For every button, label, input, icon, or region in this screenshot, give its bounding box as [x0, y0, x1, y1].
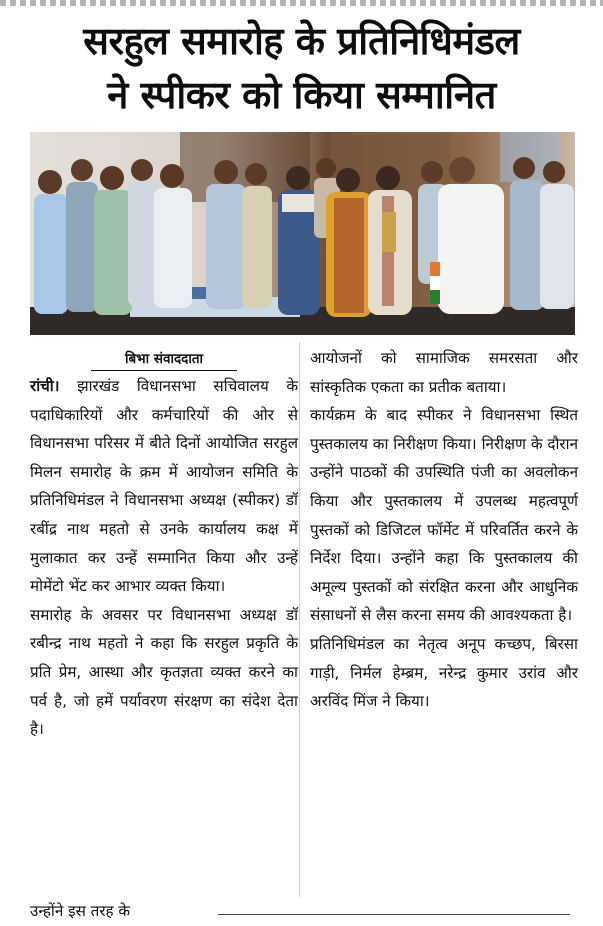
- flag-stand: [430, 262, 440, 304]
- paragraph-5: प्रतिनिधिमंडल का नेतृत्व अनूप कच्छप, बिरसा गाड़ी, निर्मल हेम्ब्रम, नरेन्द्र कुमार उरांव और अरविंद मिंज ने किया।: [310, 634, 578, 711]
- headline-line-1: सरहुल समारोह के प्रतिनिधिमंडल: [83, 19, 520, 63]
- byline: बिभा संवाददाता: [91, 348, 237, 371]
- headline: [10, 14, 593, 122]
- momento-plaque: [382, 212, 396, 252]
- paragraph-4: कार्यक्रम के बाद स्पीकर ने विधानसभा स्थित पुस्तकालय का निरीक्षण किया। निरीक्षण के दौरान उन्होंने पाठकों की उपस्थिति पंजी का अवलोकन किया और पुस्तकालय में उपलब्ध महत्वपूर्ण पुस्तकों को डिजिटल फॉर्मेट में परिवर्तित करने के निर्देश दिया। उन्होंने कहा कि पुस्तकालय की अमूल्य पुस्तकों को संरक्षित करना और आधुनिक संसाधनों से लैस करना समय की आवश्यकता है।: [310, 406, 578, 625]
- headline-line-2: ने स्पीकर को किया सम्मानित: [107, 73, 496, 117]
- paragraph-3-start: उन्होंने इस तरह के: [30, 902, 131, 920]
- paragraph-3-continued: आयोजनों को सामाजिक समरसता और सांस्कृतिक एकता का प्रतीक बताया।: [310, 349, 578, 396]
- paragraph-1: [30, 372, 298, 601]
- group-photo-illustration: [30, 132, 575, 335]
- footer-rule: [218, 914, 570, 915]
- news-photo: [30, 132, 575, 335]
- paragraph-2: समारोह के अवसर पर विधानसभा अध्यक्ष डॉ रबीन्द्र नाथ महतो ने कहा कि सरहुल प्रकृति के प्रति प्रेम, आस्था और कृतज्ञता व्यक्त करने का पर्व है, जो हमें पर्यावरण संरक्षण का संदेश देता है।: [30, 605, 298, 739]
- article-column-right: [310, 344, 578, 716]
- paragraph-1-text: झारखंड विधानसभा सचिवालय के पदाधिकारियों और कर्मचारियों की ओर से विधानसभा परिसर में बीते दिनों आयोजित सरहुल मिलन समारोह के क्रम में आयोजन समिति के प्रतिनिधिमंडल ने विधानसभा अध्यक्ष (स्पीकर) डॉ रबींद्र नाथ महतो से उनके कार्यालय कक्ष में मुलाकात कर उन्हें सम्मानित किया और उन्हें मोमेंटो भेंट कर आभार व्यक्त किया।: [30, 377, 299, 596]
- article-column-left: [30, 344, 298, 744]
- byline-wrap: [30, 344, 298, 372]
- page-top-edge: [0, 0, 603, 6]
- column-separator: [299, 342, 300, 897]
- dateline: रांची।: [30, 377, 60, 395]
